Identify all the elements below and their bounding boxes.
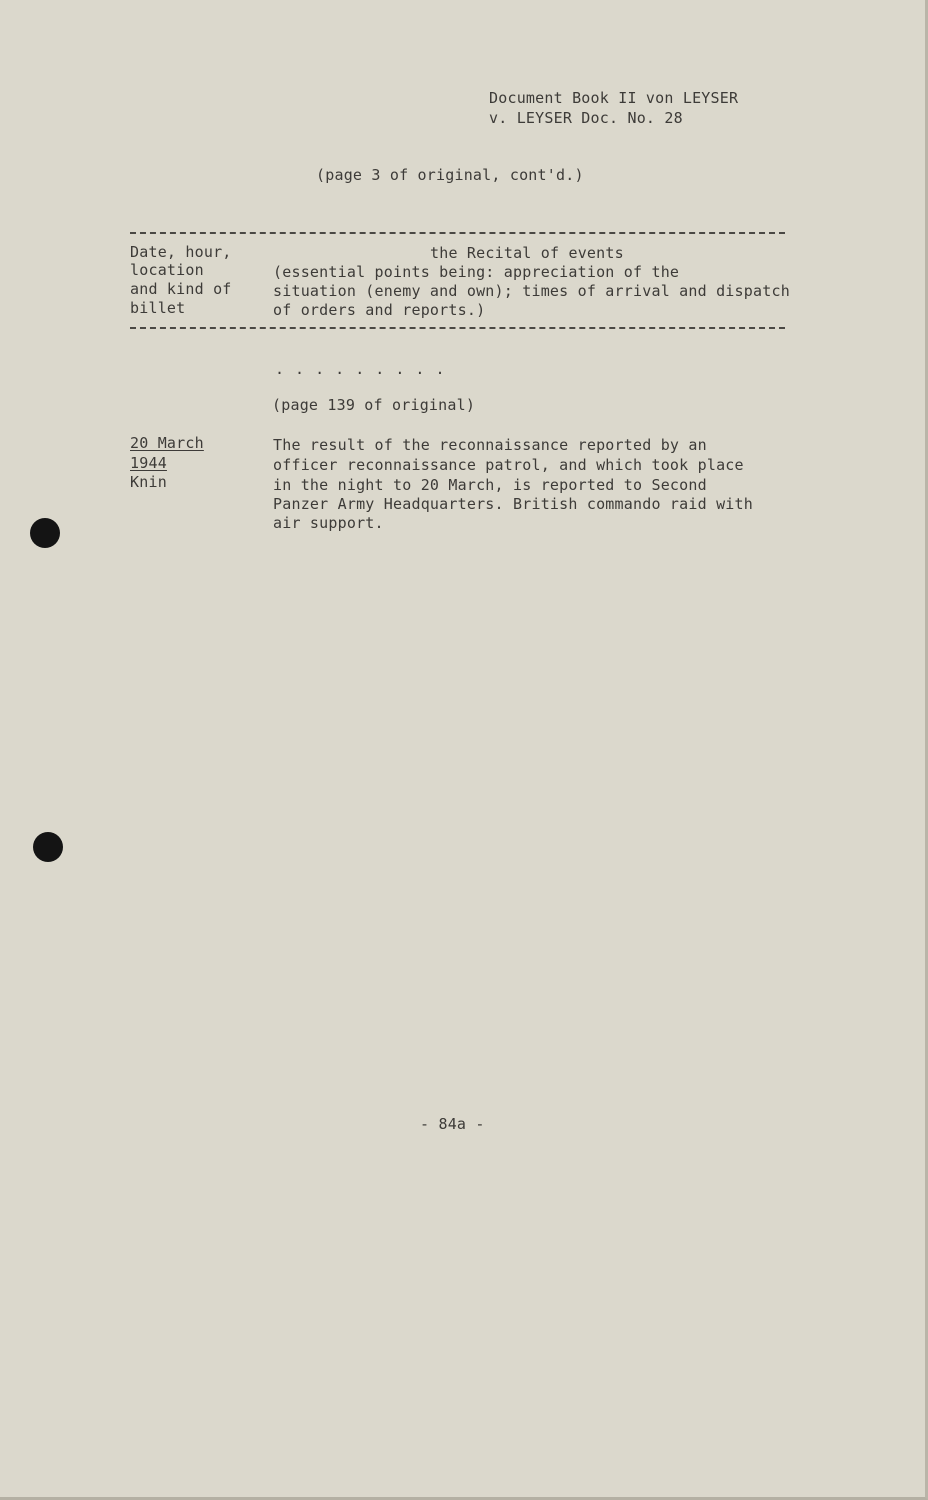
col2-line: (essential points being: appreciation of the (273, 263, 680, 281)
col2-line: of orders and reports.) (273, 301, 486, 319)
col1-line: and kind of (130, 280, 232, 298)
entry-date: 20 March (130, 434, 204, 452)
footer-page-number: - 84a - (420, 1115, 485, 1133)
page-reference: (page 3 of original, cont'd.) (316, 166, 584, 184)
entry-text-line: officer reconnaissance patrol, and which took place (273, 456, 744, 474)
punch-hole-top (30, 518, 60, 548)
col1-line: Date, hour, (130, 243, 232, 261)
col2-title: the Recital of events (430, 244, 624, 262)
document-header-line2: v. LEYSER Doc. No. 28 (489, 109, 683, 127)
entry-text-line: air support. (273, 514, 384, 532)
entry-text-line: in the night to 20 March, is reported to Second (273, 476, 707, 494)
col1-line: billet (130, 299, 186, 317)
ellipsis: . . . . . . . . . (275, 360, 446, 378)
entry-text-line: Panzer Army Headquarters. British commando raid with (273, 495, 753, 513)
document-header-line1: Document Book II von LEYSER (489, 89, 739, 107)
entry-location: Knin (130, 473, 167, 491)
inner-page-reference: (page 139 of original) (272, 396, 476, 414)
col1-line: location (130, 261, 204, 279)
punch-hole-bottom (33, 832, 63, 862)
col2-line: situation (enemy and own); times of arrival and dispatch (273, 282, 790, 300)
entry-year: 1944 (130, 454, 167, 472)
table-bottom-rule (130, 327, 785, 329)
table-top-rule (130, 232, 785, 234)
entry-text-line: The result of the reconnaissance reported by an (273, 436, 707, 454)
